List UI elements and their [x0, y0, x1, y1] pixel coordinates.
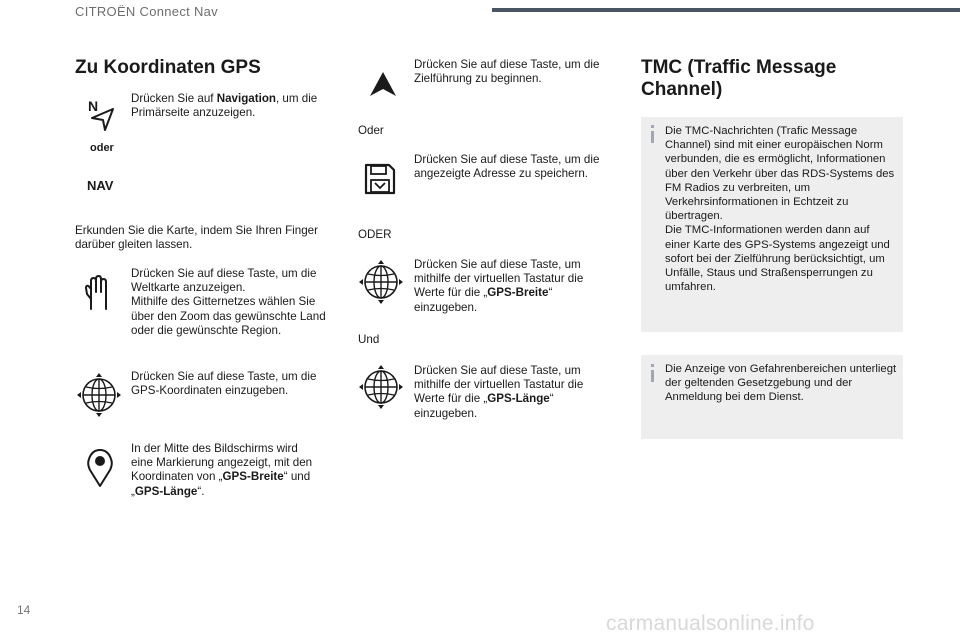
info-box-tmc [641, 117, 903, 332]
info-icon-bar [651, 131, 654, 143]
oder-label: oder [90, 142, 114, 154]
info-box-tmc-text: Die TMC-Nachrichten (Trafic Message Channel) sind mit einer europäischen Norm verbunden, die es ermöglicht, Informationen über den Verkehr über das RDS-Systems des FM Radios zu verbreiten, um Verkehrsinformationen in Echtzeit zu übertragen. Die TMC-Informationen werden dann auf einer Karte des GPS-Systems angezeigt und sofort bei der Zielführung berücksichtigt, um Unfälle, Staus und Straßensperrungen zu umfahren. [665, 125, 895, 294]
right-heading: TMC (Traffic Message Channel) [641, 57, 837, 100]
header-bar [492, 8, 960, 12]
nav-letter: N [88, 98, 99, 114]
step5-text: Drücken Sie auf diese Taste, um die Zielführung zu beginnen. [414, 58, 600, 86]
step3-text: Drücken Sie auf diese Taste, um die GPS-Koordinaten einzugeben. [131, 370, 317, 398]
info-box-danger-zones [641, 355, 903, 439]
globe-latitude-icon [358, 259, 404, 305]
step8-text: Drücken Sie auf diese Taste, um mithilfe der virtuellen Tastatur die Werte für die „GPS-Länge“ einzugeben. [414, 364, 584, 420]
left-heading: Zu Koordinaten GPS [75, 57, 261, 78]
explore-text: Erkunden Sie die Karte, indem Sie Ihren Finger darüber gleiten lassen. [75, 224, 318, 252]
globe-longitude-icon [358, 364, 404, 410]
nav-icon [82, 98, 122, 198]
navigation-arrow-icon [88, 106, 116, 132]
save-icon [363, 162, 397, 196]
globe-icon [76, 372, 122, 418]
oder2-label: ODER [358, 228, 392, 241]
info-icon [651, 364, 654, 367]
oder1-label: Oder [358, 124, 384, 137]
step2-text: Drücken Sie auf diese Taste, um die Weltkarte anzuzeigen. Mithilfe des Gitternetzes wählen Sie über den Zoom das gewünschte Land oder die gewünschte Region. [131, 267, 326, 337]
step4-text: In der Mitte des Bildschirms wird eine Markierung angezeigt, mit den Koordinaten von „GPS-Breite“ und „GPS-Länge“. [131, 442, 313, 498]
info-icon [651, 125, 654, 128]
info-box-danger-zones-text: Die Anzeige von Gefahrenbereichen unterliegt der geltenden Gesetzgebung und der Anmeldung bei dem Dienst. [665, 363, 897, 404]
info-icon-bar [651, 370, 654, 382]
location-pin-icon [86, 448, 114, 488]
page-number: 14 [17, 603, 31, 617]
step6-text: Drücken Sie auf diese Taste, um die angezeigte Adresse zu speichern. [414, 153, 600, 181]
und-label: Und [358, 333, 380, 346]
step1-text: Drücken Sie auf Navigation, um die Primärseite anzuzeigen. [131, 92, 318, 120]
hand-touch-icon [82, 275, 112, 311]
step7-text: Drücken Sie auf diese Taste, um mithilfe der virtuellen Tastatur die Werte für die „GPS-Breite“ einzugeben. [414, 258, 584, 314]
nav-label: NAV [87, 178, 114, 193]
page-header-title: CITROËN Connect Nav [75, 4, 218, 19]
start-guidance-icon [368, 70, 398, 98]
watermark: carmanualsonline.info [606, 612, 815, 635]
